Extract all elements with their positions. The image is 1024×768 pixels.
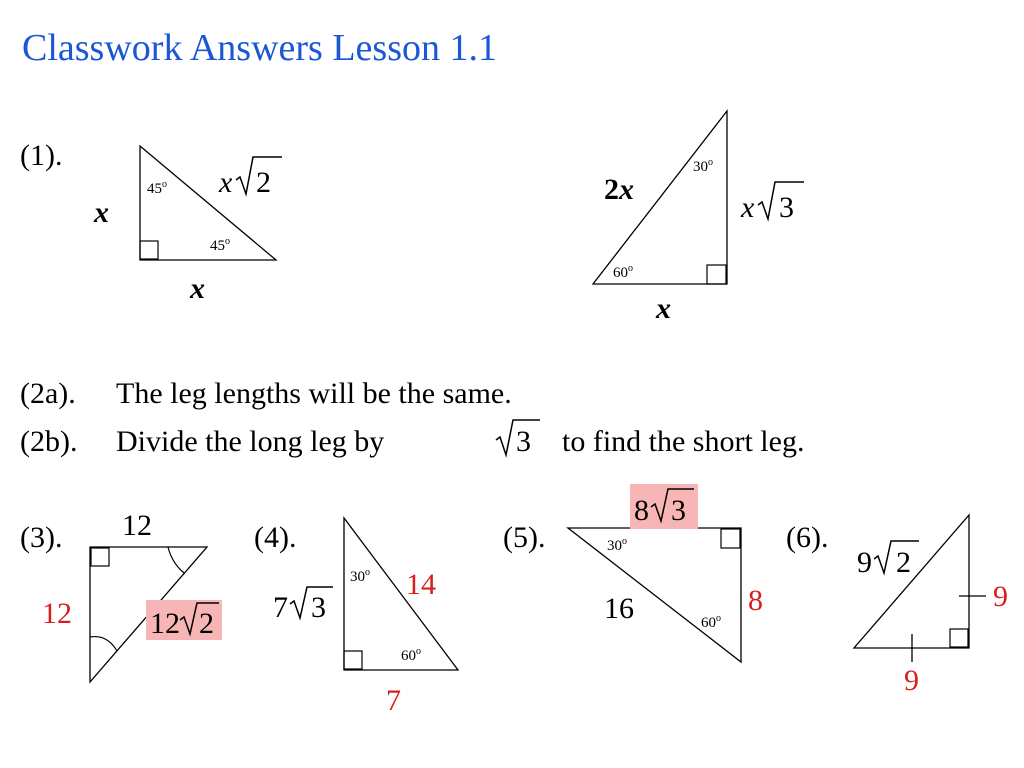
problem-2a-text: The leg lengths will be the same. [116, 377, 512, 410]
problem-3 [20, 509, 222, 682]
leg-label-left: x [94, 196, 109, 229]
svg-text:3: 3 [779, 191, 794, 224]
problem-1-label: (1). [20, 139, 63, 172]
svg-text:3: 3 [671, 494, 686, 527]
hypotenuse-answer [146, 600, 222, 640]
triangle-30-60-90 [593, 111, 804, 325]
problem-2b-text-before: Divide the long leg by [116, 425, 385, 458]
hypotenuse-label: 16 [604, 592, 634, 625]
problem-2a-label: (2a). [20, 377, 76, 410]
angle-label-top: 30$^o$ [350, 567, 370, 585]
problem-4-label: (4). [254, 521, 297, 554]
right-angle-marker [707, 265, 726, 284]
svg-text:2: 2 [199, 607, 214, 640]
angle-label-left: 30$^o$ [607, 536, 627, 554]
hypotenuse-label [218, 157, 282, 199]
svg-text:2: 2 [896, 546, 911, 579]
problem-5 [503, 484, 763, 662]
leg-label-bottom: x [190, 272, 205, 305]
top-leg-label: 12 [122, 509, 152, 542]
right-angle-marker [91, 548, 109, 566]
svg-text:7: 7 [273, 591, 288, 624]
triangle-shape [854, 515, 969, 648]
hypotenuse-label: 2x [604, 173, 634, 206]
hypotenuse-label [857, 541, 919, 579]
left-leg-answer: 12 [42, 597, 72, 630]
angle-label-bottom: 60$^o$ [613, 263, 633, 281]
angle-label-bottom: 60$^o$ [401, 646, 421, 664]
problem-3-label: (3). [20, 521, 63, 554]
svg-text:12: 12 [150, 607, 180, 640]
right-angle-marker [140, 241, 158, 259]
angle-label-top: 30$^o$ [693, 157, 713, 175]
angle-arc-bottom [90, 637, 117, 651]
svg-text:8: 8 [634, 494, 649, 527]
problem-2b-radicand: 3 [516, 425, 531, 458]
short-leg-answer: 7 [386, 684, 401, 717]
long-leg-label [273, 587, 333, 624]
angle-label-bottom: 45$^o$ [210, 236, 230, 254]
problem-2b [20, 420, 804, 458]
long-leg-label [740, 182, 804, 224]
problem-5-label: (5). [503, 521, 546, 554]
bottom-leg-answer: 9 [904, 664, 919, 697]
right-angle-marker [721, 529, 740, 548]
short-leg-answer: 8 [748, 584, 763, 617]
problem-2a [20, 377, 512, 410]
problem-6 [786, 515, 1008, 697]
svg-text:x: x [741, 191, 755, 224]
svg-text:2: 2 [256, 166, 271, 199]
angle-arc-top [168, 547, 184, 573]
problem-4 [254, 518, 458, 717]
problem-6-label: (6). [786, 521, 829, 554]
right-angle-marker [344, 651, 362, 669]
triangle-45-shape [140, 146, 276, 260]
svg-text:x: x [219, 166, 233, 199]
short-leg-label: x [656, 292, 671, 325]
angle-label-top: 45$^o$ [147, 179, 167, 197]
hypotenuse-answer: 14 [406, 568, 436, 601]
long-leg-answer [630, 484, 698, 529]
svg-text:9: 9 [857, 546, 872, 579]
page-title: Classwork Answers Lesson 1.1 [22, 27, 497, 69]
problem-2b-text-after: to find the short leg. [562, 425, 805, 458]
right-angle-marker [950, 629, 968, 647]
angle-label-right: 60$^o$ [701, 613, 721, 631]
right-leg-answer: 9 [993, 580, 1008, 613]
problem-2b-label: (2b). [20, 425, 78, 458]
triangle-45-45-90 [93, 146, 282, 305]
svg-text:3: 3 [311, 591, 326, 624]
triangle-shape [568, 528, 741, 662]
